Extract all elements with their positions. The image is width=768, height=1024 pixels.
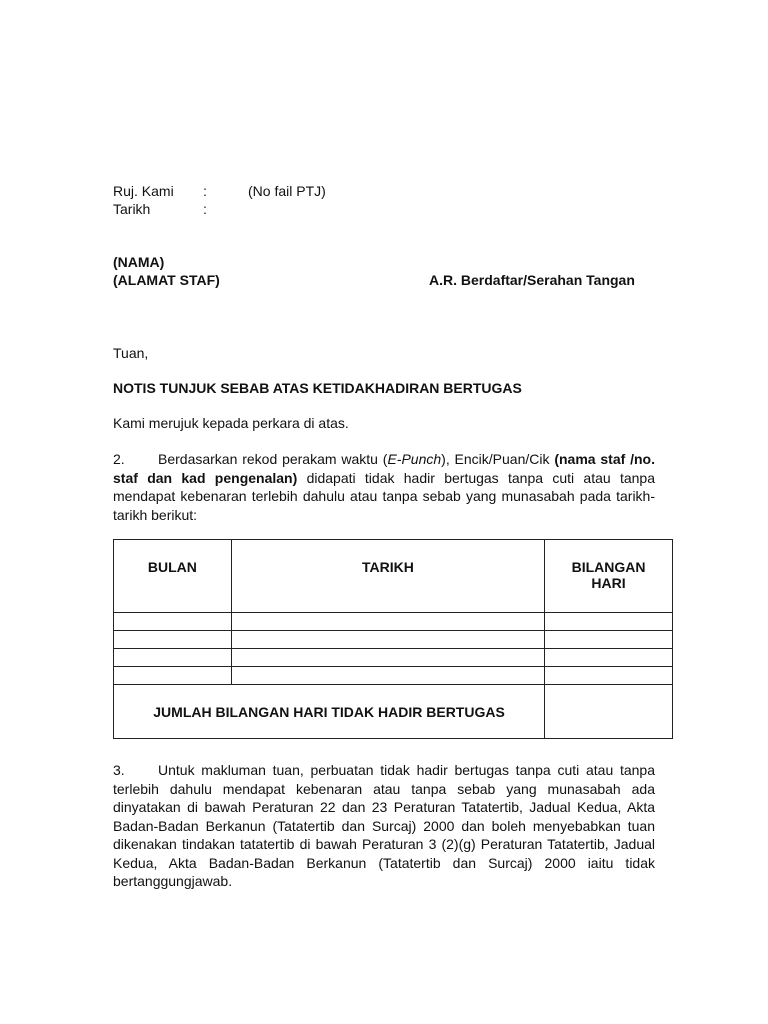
salutation: Tuan, [113, 345, 149, 361]
paragraph-2 [113, 450, 655, 524]
table-cell[interactable] [114, 667, 232, 685]
tarikh-colon: : [203, 201, 207, 217]
ruj-value: (No fail PTJ) [248, 183, 326, 199]
table-cell[interactable] [114, 613, 232, 631]
paragraph-3 [113, 761, 655, 891]
table-header-row [114, 540, 673, 613]
table-cell[interactable] [545, 631, 673, 649]
table-cell[interactable] [231, 649, 544, 667]
paragraph-2-epunch: E-Punch [387, 451, 442, 467]
paragraph-3-number: 3. [113, 762, 125, 778]
table-cell[interactable] [231, 631, 544, 649]
paragraph-3-text: Untuk makluman tuan, perbuatan tidak hadir bertugas tanpa cuti atau tanpa terlebih dahulu mendapat kebenaran atau tanpa sebab yang munasabah ada dinyatakan di bawah Peraturan 22 dan 23 Peraturan Tatatertib, Jadual Kedua, Akta Badan-Badan Berkanun (Tatatertib dan Surcaj) 2000 dan boleh menyebabkan tuan dikenakan tindakan tatatertib di bawah Peraturan 3 (2)(g) Peraturan Tatatertib, Jadual Kedua, Akta Badan-Badan Berkanun (Tatatertib dan Surcaj) 2000 iaitu tidak bertanggungjawab. [113, 762, 655, 889]
tarikh-label: Tarikh [113, 201, 151, 217]
table-cell[interactable] [545, 667, 673, 685]
table-total-row [114, 685, 673, 739]
table-row [114, 649, 673, 667]
table-cell[interactable] [545, 613, 673, 631]
table-cell[interactable] [114, 649, 232, 667]
delivery-method: A.R. Berdaftar/Serahan Tangan [429, 272, 635, 288]
table-cell[interactable] [231, 613, 544, 631]
header-bulan: BULAN [114, 540, 232, 613]
paragraph-2-staff-details: (nama staf /no. staf dan kad pengenalan) [113, 451, 655, 486]
recipient-address: (ALAMAT STAF) [113, 272, 220, 288]
ruj-label: Ruj. Kami [113, 183, 174, 199]
absence-table [113, 539, 673, 739]
paragraph-2-text-b: ), Encik/Puan/Cik [441, 451, 555, 467]
intro-line: Kami merujuk kepada perkara di atas. [113, 415, 349, 431]
table-row [114, 667, 673, 685]
paragraph-2-text-c: didapati tidak hadir bertugas tanpa cuti atau tanpa mendapat kebenaran terlebih dahulu atau tanpa sebab yang munasabah pada tarikh-tarikh berikut: [113, 469, 655, 523]
table-cell[interactable] [231, 667, 544, 685]
table-row [114, 631, 673, 649]
paragraph-2-number: 2. [113, 451, 125, 467]
table-row [114, 613, 673, 631]
header-bilangan-hari-text: BILANGAN HARI [571, 559, 646, 591]
total-label: JUMLAH BILANGAN HARI TIDAK HADIR BERTUGAS [114, 685, 545, 739]
table-cell[interactable] [545, 649, 673, 667]
header-bilangan-hari [545, 540, 673, 613]
total-value[interactable] [545, 685, 673, 739]
ruj-colon: : [203, 183, 207, 199]
letter-subject: NOTIS TUNJUK SEBAB ATAS KETIDAKHADIRAN BERTUGAS [113, 380, 522, 396]
recipient-name: (NAMA) [113, 254, 165, 270]
header-tarikh: TARIKH [231, 540, 544, 613]
paragraph-2-text-a: Berdasarkan rekod perakam waktu ( [158, 451, 388, 467]
table-cell[interactable] [114, 631, 232, 649]
